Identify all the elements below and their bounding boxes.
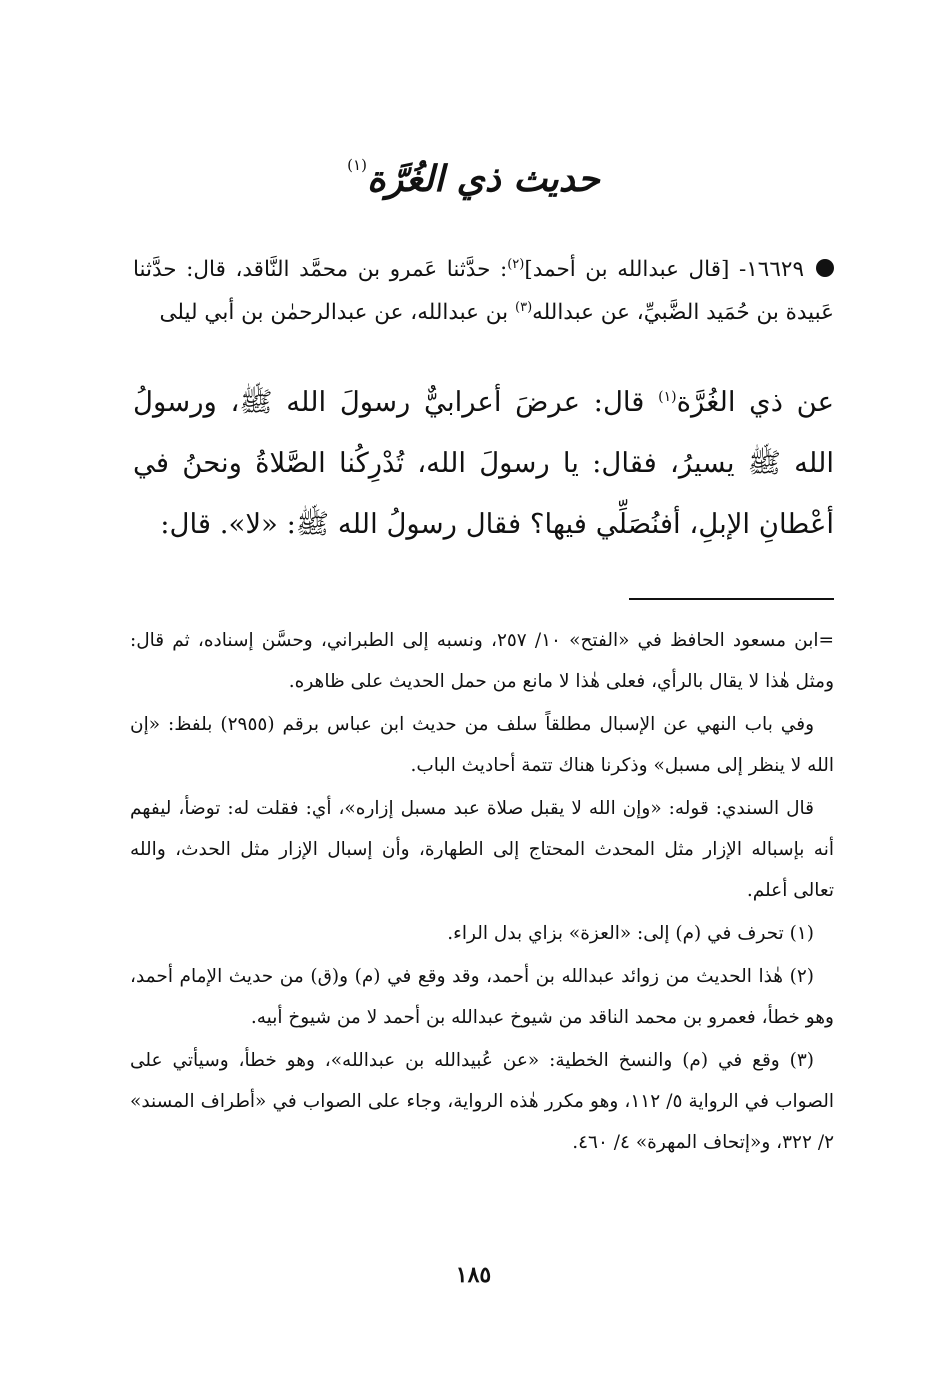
bullet-icon bbox=[816, 259, 834, 277]
footnote-separator bbox=[629, 598, 834, 600]
title-footnote-marker: (١) bbox=[347, 156, 367, 174]
matn-text: قال: عرضَ أعرابيٌّ رسولَ الله ﷺ، ورسولُ الله ﷺ يسيرُ، فقال: يا رسولَ الله، تُدْرِكُنا الصَّلاةُ ونحنُ في أعْطانِ الإبلِ، أفنُصَلِّي فيها؟ فقال رسولُ الله ﷺ: «لا». قال: bbox=[133, 386, 834, 540]
hadith-number: ١٦٦٢٩- [قال عبدالله بن أحمد] bbox=[524, 257, 804, 282]
chapter-title-text: حديث ذي الغُرَّة bbox=[366, 158, 600, 200]
isnad-text: : حدَّثنا عَمرو بن محمَّد النَّاقد، قال: حدَّثنا عَبيدة بن حُمَيد الضَّبيِّ، عن عبدالله bbox=[133, 257, 834, 325]
chapter-title bbox=[347, 158, 600, 200]
chapter-heading bbox=[0, 158, 947, 228]
footnote-continued: =ابن مسعود الحافظ في «الفتح» ١٠/ ٢٥٧، ونسبه إلى الطبراني، وحسَّن إسناده، ثم قال: ومثل هٰذا لا يقال بالرأي، فعلى هٰذا لا مانع من حمل الحديث على ظاهره. bbox=[130, 630, 834, 692]
hadith-isnad bbox=[133, 248, 834, 334]
footnote-paragraph: قال السندي: قوله: «وإن الله لا يقبل صلاة عبد مسبل إزاره»، أي: فقلت له: توضأ، ليفهم أنه بإسباله الإزار مثل المحدث المحتاج إلى الطهارة، وأن إسبال الإزار مثل الحدث، والله تعالى أعلم. bbox=[130, 798, 834, 901]
matn-text: عن ذي الغُرَّة bbox=[676, 386, 834, 418]
footnote-1: (١) تحرف في (م) إلى: «العزة» بزاي بدل الراء. bbox=[447, 923, 814, 944]
page-number: ١٨٥ bbox=[455, 1262, 492, 1288]
hadith-text bbox=[133, 372, 834, 555]
footnote-2: (٢) هٰذا الحديث من زوائد عبدالله بن أحمد، وقد وقع في (م) و(ق) من حديث الإمام أحمد، وهو خطأ، فعمرو بن محمد الناقد من شيوخ عبدالله بن أحمد لا من شيوخ أبيه. bbox=[130, 966, 834, 1028]
footnotes bbox=[130, 620, 834, 1165]
footnote-3: (٣) وقع في (م) والنسخ الخطية: «عن عُبيدالله بن عبدالله»، وهو خطأ، وسيأتي على الصواب في الرواية ٥/ ١١٢، وهو مكرر هٰذه الرواية، وجاء على الصواب في «أطراف المسند» ٢/ ٣٢٢، و«إتحاف المهرة» ٤/ ٤٦٠. bbox=[130, 1050, 835, 1153]
footnote-paragraph: وفي باب النهي عن الإسبال مطلقاً سلف من حديث ابن عباس برقم (٢٩٥٥) بلفظ: «إن الله لا ينظر إلى مسبل» وذكرنا هناك تتمة أحاديث الباب. bbox=[130, 714, 834, 776]
footnote-marker: (١) bbox=[658, 388, 677, 405]
isnad-text: بن عبدالله، عن عبدالرحمٰن بن أبي ليلى bbox=[159, 300, 515, 325]
footnote-marker: (٣) bbox=[515, 299, 533, 315]
footnote-marker: (٢) bbox=[507, 256, 525, 272]
